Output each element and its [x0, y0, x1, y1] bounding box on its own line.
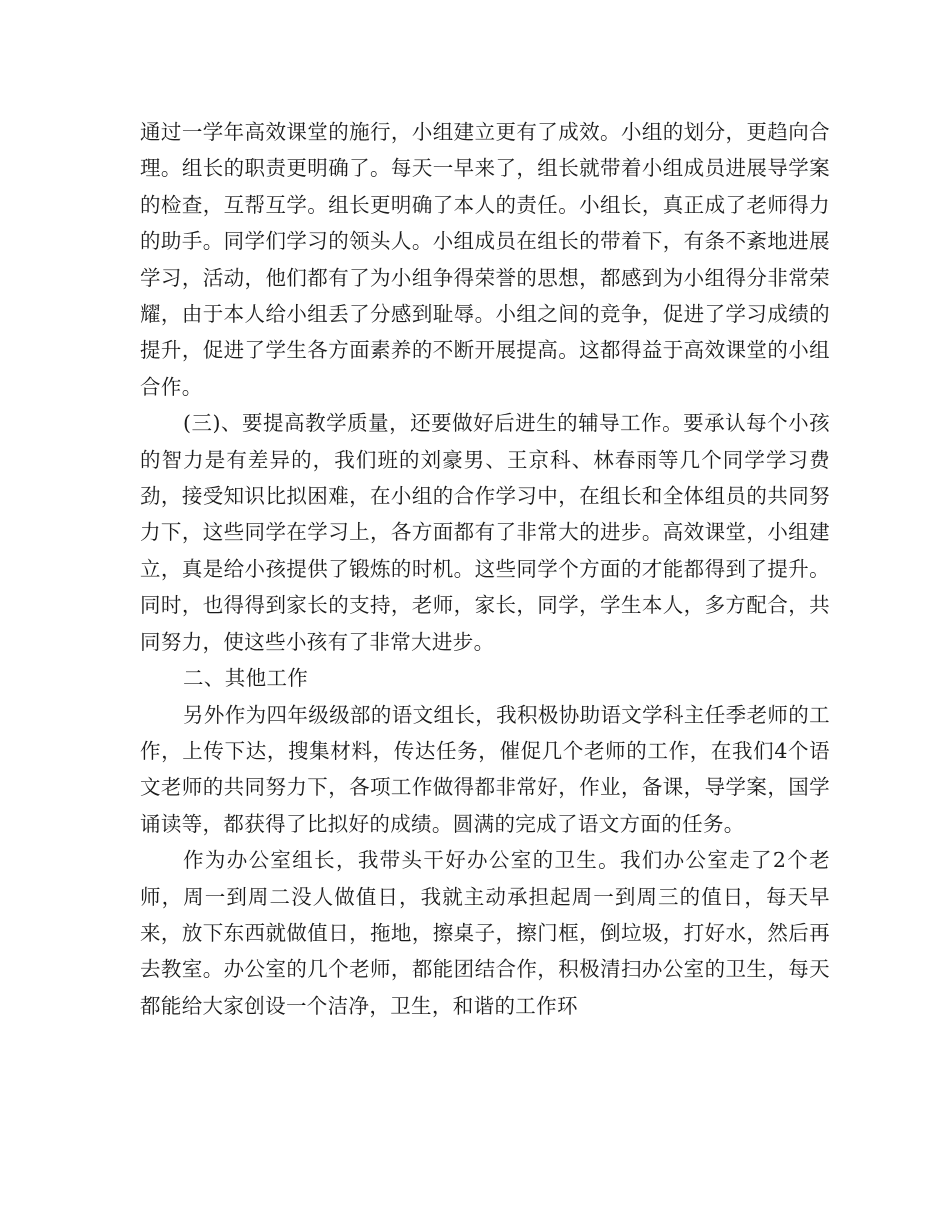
paragraph-struggling-students: (三)、要提高教学质量，还要做好后进生的辅导工作。要承认每个小孩的智力是有差异的，我们班的刘豪男、王京科、林春雨等几个同学学习费劲，接受知识比拟困难，在小组的合作学习中，在组长和全体组员的共同努力下，这些同学在学习上，各方面都有了非常大的进步。高效课堂，小组建立，真是给小孩提供了锻炼的时机。这些同学个方面的才能都得到了提升。同时，也得得到家长的支持，老师，家长，同学，学生本人，多方配合，共同努力，使这些小孩有了非常大进步。 — [140, 411, 830, 654]
paragraph-group-building: 通过一学年高效课堂的施行，小组建立更有了成效。小组的划分，更趋向合理。组长的职责更明确了。每天一早来了，组长就带着小组成员进展导学案的检查，互帮互学。组长更明确了本人的责任。小组长，真正成了老师得力的助手。同学们学习的领头人。小组成员在组长的带着下，有条不紊地进展学习，活动，他们都有了为小组争得荣誉的思想，都感到为小组得分非常荣耀，由于本人给小组丢了分感到耻辱。小组之间的竞争，促进了学习成绩的提升，促进了学生各方面素养的不断开展提高。这都得益于高效课堂的小组合作。 — [140, 120, 830, 399]
paragraph-chinese-group-leader: 另外作为四年级级部的语文组长，我积极协助语文学科主任季老师的工作，上传下达，搜集材料，传达任务，催促几个老师的工作，在我们4个语文老师的共同努力下，各项工作做得都非常好，作业，备课，导学案，国学诵读等，都获得了比拟好的成绩。圆满的完成了语文方面的任务。 — [140, 702, 830, 836]
document-page — [140, 114, 830, 1024]
section-heading-other-work: 二、其他工作 — [183, 666, 309, 691]
paragraph-office-leader: 作为办公室组长，我带头干好办公室的卫生。我们办公室走了2个老师，周一到周二没人做值日，我就主动承担起周一到周三的值日，每天早来，放下东西就做值日，拖地，擦桌子，擦门框，倒垃圾，打好水，然后再去教室。办公室的几个老师，都能团结合作，积极清扫办公室的卫生，每天都能给大家创设一个洁净，卫生，和谐的工作环 — [140, 848, 830, 1018]
